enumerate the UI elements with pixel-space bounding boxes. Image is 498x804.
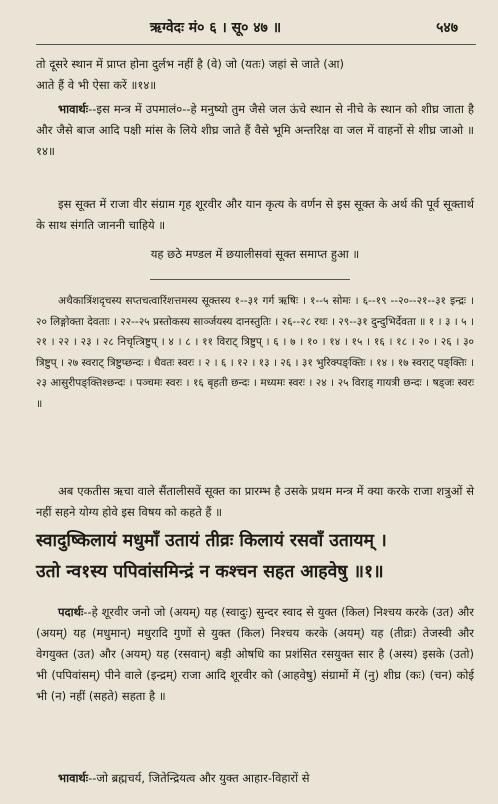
padarth-label: पदार्थः [58, 605, 84, 619]
bhavarth2-label: भावार्थः [58, 771, 89, 785]
anukramani: अथैकात्रिंशदृचस्य सप्तचत्वारिंशत्तमस्य सूक्तस्य १--३१ गर्ग ऋषिः । १--५ सोमः । ६--१९ --२०--२१--३१ इन्द्रः । २० लिङ्गोक्ता देवताः । २२--२५ प्रस्तोकस्य सार्ञ्जयस्य दानस्तुतिः । २६--२८ रथः । २९--३१ दुन्दुभिर्देवता ॥ १ । ३ । ५ । २१ । २२ । २३ । २८ निचृत्त्रिष्टुप् । ४ । ८ । ११ विराट् त्रिष्टुप् । ६ । ७ । १० । १४ । १५ । १६ । १८ । २० । २६ । ३० त्रिष्टुप् । २७ स्वराट् त्रिष्टुप्छन्दः । धैवतः स्वरः । २ । ६ । १२ । १३ । २६ । ३१ भुरिक्पङ्क्तिः । १४ । १७ स्वराट् पङ्क्तिः । २३ आसुरीपङ्क्तिश्छन्दः । पञ्चमः स्वरः । १६ बृहती छन्दः । मध्यमः स्वरः । २४ । २५ विराड् गायत्री छन्दः । षड्जः स्वरः ॥ [36, 295, 474, 410]
completion-line: यह छठे मण्डल में छयालीसवां सूक्त समाप्त हुआ ॥ [150, 247, 360, 261]
padarth-text: --हे शूरवीर जनो जो (अयम्) यह (स्वादुः) सुन्दर स्वाद से युक्त (किल) निश्चय करके (उत) और (अयम्) यह (मधुमान्) मधुरादि गुणों से युक्त (किल) निश्चय करके (अयम्) यह (तीव्रः) तेजस्वी और वेगयुक्त (उत) और (अयम्) यह (रसवान्) बड़ी ओषधि का प्रशंसित रसयुक्त सार है (अस्य) इसके (उतो) भी (पपिवांसम्) पीने वाले (इन्द्रम्) राजा आदि शूरवीर को (आहवेषु) संग्रामों में (नु) शीघ्र (कः) (चन) कोई भी (न) नहीं (सहते) सहता है ॥ [36, 605, 474, 703]
running-header [0, 18, 498, 38]
section-divider [150, 279, 350, 280]
page-number: ५४७ [436, 20, 458, 36]
mantra-line1: स्वादुष्किलायं मधुमाँ उतायं तीव्रः किलायं रसवाँ उतायम् । [36, 531, 387, 551]
bhavarth2-paragraph [36, 768, 474, 789]
bhavarth-paragraph [36, 99, 474, 162]
header-title: ऋग्वेदः मं० ६ । सू० ४७ ॥ [150, 20, 282, 36]
prev-text-line1: तो दूसरे स्थान में प्राप्त होना दुर्लभ नहीं है (वे) जो (यतः) जहां से जाते (आ) [36, 57, 344, 71]
prev-text-line2: आते हैं वे भी ऐसा करें ॥१४॥ [36, 78, 157, 92]
bhavarth2-text: --जो ब्रह्मचर्य, जितेन्द्रियत्व और युक्त आहार-विहारों से [88, 771, 310, 785]
header-rule [36, 44, 476, 45]
intro-paragraph: अब एकतीस ऋचा वाले सैंतालीसवें सूक्त का प्रारम्भ है उसके प्रथम मन्त्र में क्या करके राजा शत्रुओं से नहीं सहने योग्य होवे इस विषय को कहते हैं ॥ [36, 484, 474, 519]
bhavarth-text: --इस मन्त्र में उपमालं०--हे मनुष्यो तुम जैसे जल ऊंचे स्थान से नीचे के स्थान को शीघ्र जाता है और जैसे बाज आदि पक्षी मांस के लिये शीघ्र जाते हैं वैसे भूमि अन्तरिक्ष वा जल में वाहनों से शीघ्र जाओ ॥१४॥ [36, 102, 474, 158]
padarth-paragraph [36, 602, 474, 707]
bhavarth-label: भावार्थः [58, 102, 89, 116]
mantra-line2: उतो न्व१स्य पपिवांसमिन्द्रं न कश्चन सहत आहवेषु ॥१॥ [36, 562, 384, 582]
sukta-summary: इस सूक्त में राजा वीर संग्राम गृह शूरवीर और यान कृत्य के वर्णन से इस सूक्त के अर्थ की पूर्व सूक्तार्थ के साथ संगति जाननी चाहिये ॥ [36, 197, 474, 232]
